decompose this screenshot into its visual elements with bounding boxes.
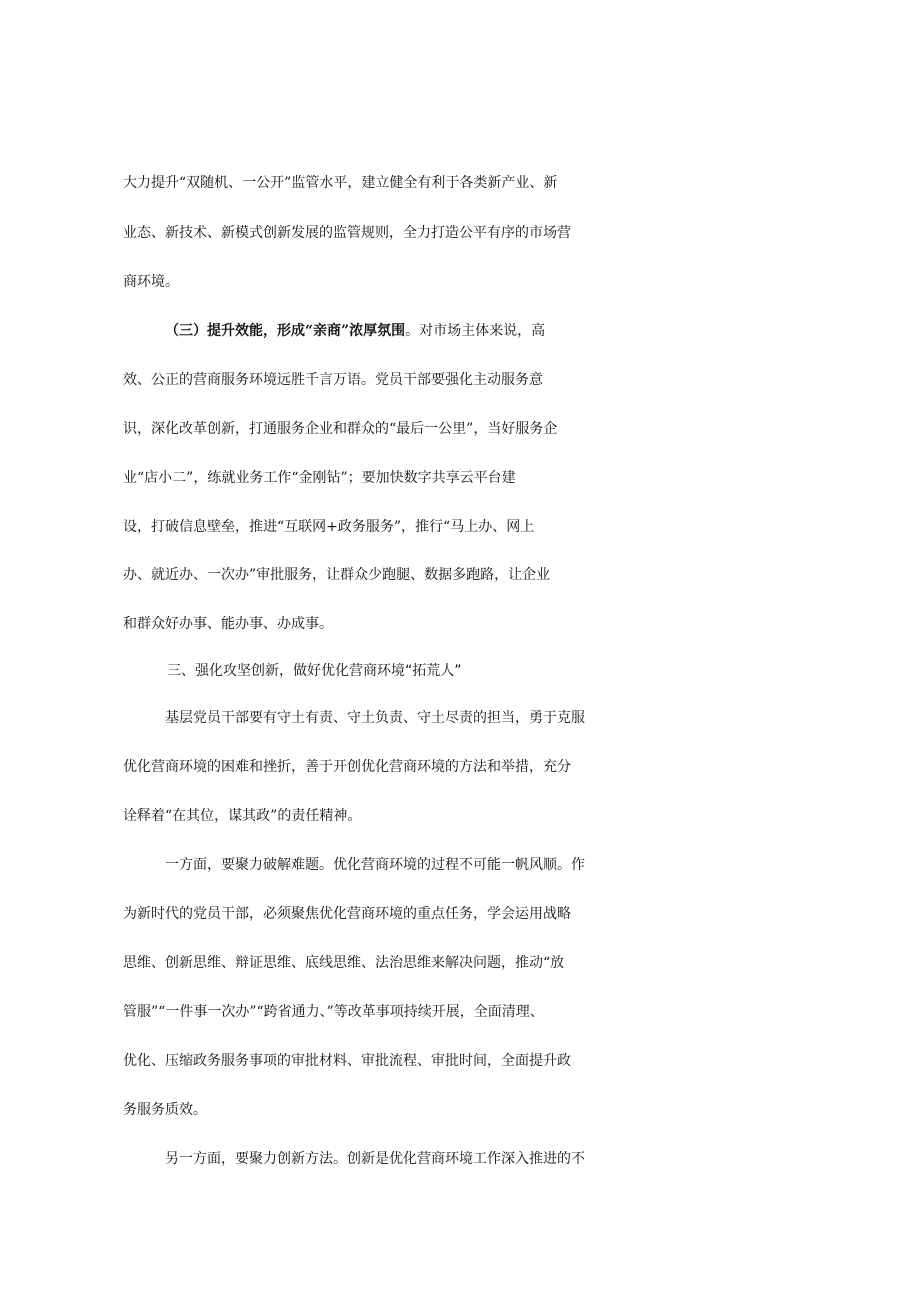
p2-line-7: 和群众好办事、能办事、办成事。 (123, 616, 333, 632)
p2-line-6: 办、就近办、一次办”审批服务，让群众少跑腿、数据多跑路，让企业 (123, 567, 551, 583)
p4-line-1: 一方面，要聚力破解难题。优化营商环境的过程不可能一帆风顺。作 (165, 857, 585, 873)
p4-line-2: 为新时代的党员干部，必须聚焦优化营商环境的重点任务，学会运用战略 (123, 906, 571, 922)
p1-line-3: 商环境。 (123, 274, 179, 290)
p2-line-1-rest: 。对市场主体来说，高 (405, 323, 546, 339)
p4-line-3: 思维、创新思维、辩证思维、底线思维、法治思维来解决问题，推动“放 (123, 955, 565, 971)
p2-line-5: 设，打破信息壁垒，推进“互联网+政务服务”，推行“马上办、网上 (123, 519, 535, 535)
p3-line-3: 诠释着“在其位，谋其政”的责任精神。 (123, 808, 362, 824)
p5-line-1: 另一方面，要聚力创新方法。创新是优化营商环境工作深入推进的不 (165, 1151, 585, 1167)
p4-line-4: 管服”“一件事一次办”“跨省通力、”等改革事项持续开展，全面清理、 (123, 1004, 544, 1020)
p2-line-4: 业“店小二”，练就业务工作“金刚钻”；要加快数字共享云平台建 (123, 470, 516, 486)
p2-line-3: 识，深化改革创新，打通服务企业和群众的“最后一公里”，当好服务企 (123, 421, 558, 437)
p2-line-1 (165, 316, 845, 346)
p4-line-6: 务服务质效。 (123, 1102, 207, 1118)
p3-line-2: 优化营商环境的困难和挫折，善于开创优化营商环境的方法和举措，充分 (123, 759, 571, 775)
p2-line-2: 效、公正的营商服务环境远胜千言万语。党员干部要强化主动服务意 (123, 372, 543, 388)
section-heading: 三、强化攻坚创新，做好优化营商环境“拓荒人” (167, 663, 462, 679)
p3-line-1: 基层党员干部要有守土有责、守土负责、守土尽责的担当，勇于克服 (165, 710, 585, 726)
p1-line-1: 大力提升“双随机、一公开”监管水平，建立健全有利于各类新产业、新 (123, 175, 558, 191)
p2-subheading: （三）提升效能，形成“亲商”浓厚氛围 (165, 323, 406, 339)
p1-line-2: 业态、新技术、新模式创新发展的监管规则，全力打造公平有序的市场营 (123, 225, 571, 241)
p4-line-5: 优化、压缩政务服务事项的审批材料、审批流程、审批时间，全面提升政 (123, 1053, 571, 1069)
